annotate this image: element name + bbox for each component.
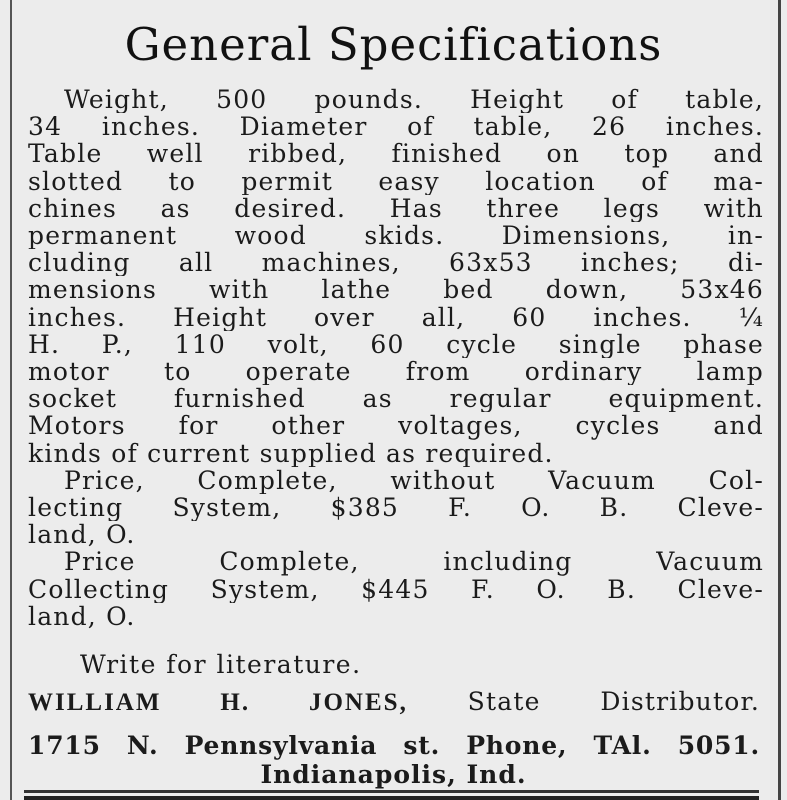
distributor-city: Indianapolis, Ind. <box>260 760 527 789</box>
distributor-name: WILLIAM H. JONES, <box>28 689 408 716</box>
distributor-role: State Distributor. <box>467 687 761 716</box>
price-line: Collecting System, $445 F. O. B. Cleve- <box>28 575 764 603</box>
body-line: socket furnished as regular equipment. <box>28 385 764 413</box>
bottom-rule-heavy <box>24 796 759 800</box>
body-line: mensions with lathe bed down, 53x46 <box>28 276 764 304</box>
left-border-rule <box>10 0 12 800</box>
specifications-body <box>28 86 764 630</box>
distributor-line <box>28 687 760 717</box>
body-line: Motors for other voltages, cycles and <box>28 412 764 440</box>
price-line: Price Complete, including Vacuum <box>64 548 764 576</box>
body-line: kinds of current supplied as required. <box>28 439 554 467</box>
body-line: inches. Height over all, 60 inches. ¼ <box>28 303 764 331</box>
headline: General Specifications <box>124 18 663 71</box>
body-line: Table well ribbed, finished on top and <box>28 140 764 168</box>
distributor-address: 1715 N. Pennsylvania st. Phone, TAl. 5051. <box>28 731 760 760</box>
body-line: H. P., 110 volt, 60 cycle single phase <box>28 330 764 359</box>
price-line: land, O. <box>28 521 136 549</box>
price-line: land, O. <box>28 602 136 631</box>
body-line: 34 inches. Diameter of table, 26 inches. <box>28 113 764 141</box>
write-for-literature: Write for literature. <box>80 650 362 679</box>
body-line: motor to operate from ordinary lamp <box>28 358 764 386</box>
body-line: slotted to permit easy location of ma- <box>28 167 764 195</box>
price-line: Price, Complete, without Vacuum Col- <box>64 466 764 495</box>
body-line: Weight, 500 pounds. Height of table, <box>64 86 764 114</box>
body-line: cluding all machines, 63x53 inches; di- <box>28 249 764 277</box>
price-line: lecting System, $385 F. O. B. Cleve- <box>28 494 764 522</box>
body-line: permanent wood skids. Dimensions, in- <box>28 222 764 250</box>
bottom-rule <box>24 790 759 793</box>
body-line: chines as desired. Has three legs with <box>28 194 764 223</box>
right-border-rule <box>778 0 781 800</box>
